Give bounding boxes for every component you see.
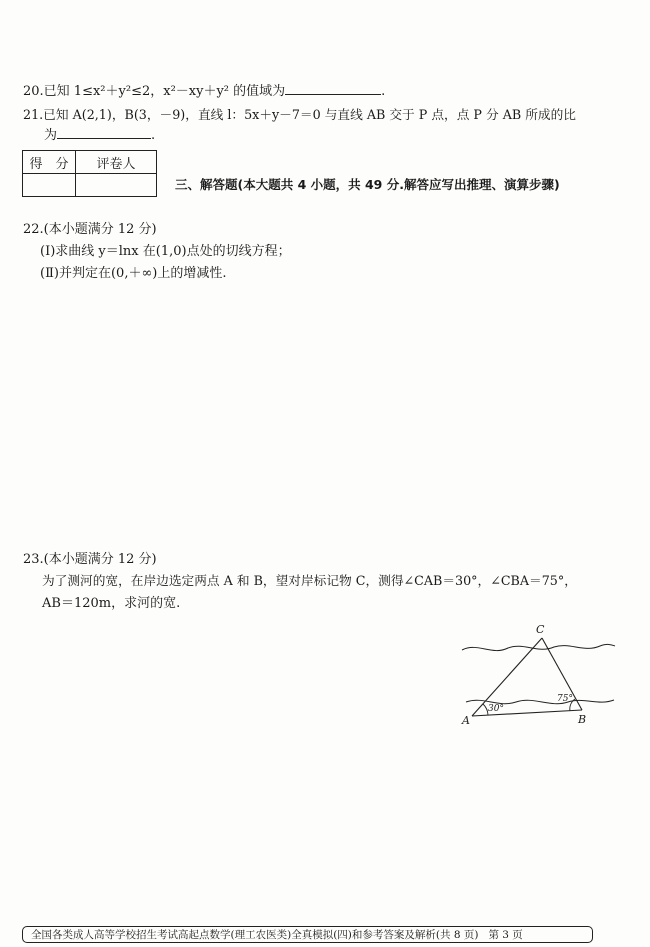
section-heading: 三、解答题(本大题共 4 小题，共 49 分.解答应写出推理、演算步骤)	[175, 177, 560, 192]
question-23-title: 23.(本小题满分 12 分)	[23, 552, 157, 567]
question-20	[23, 80, 385, 99]
answer-blank-20[interactable]	[285, 81, 381, 95]
label-a: A	[462, 714, 470, 727]
question-22-title: 22.(本小题满分 12 分)	[23, 222, 157, 237]
grader-header: 评卷人	[76, 151, 157, 174]
score-cell[interactable]	[23, 174, 76, 197]
page-footer	[22, 926, 593, 943]
label-b: B	[578, 713, 587, 726]
side-ac	[472, 638, 542, 716]
question-20-end: .	[381, 84, 386, 99]
question-21-end: .	[151, 128, 156, 143]
answer-blank-21[interactable]	[57, 125, 151, 139]
question-22-part-2: (Ⅱ)并判定在(0,＋∞)上的增减性.	[40, 266, 227, 281]
far-riverbank	[462, 644, 615, 650]
question-21-prefix: 为	[44, 128, 58, 143]
question-23-line-2: AB＝120m，求河的宽.	[42, 596, 181, 611]
angle-label-a: 30°	[488, 704, 504, 714]
question-22-part-1: (Ⅰ)求曲线 y＝lnx 在(1,0)点处的切线方程；	[40, 244, 291, 259]
score-header: 得 分	[23, 151, 76, 174]
question-21-line-2	[44, 124, 155, 143]
question-20-text: 20.已知 1≤x²＋y²≤2，x²－xy＋y² 的值域为	[23, 84, 286, 99]
label-c: C	[536, 623, 545, 636]
page-number: 第 3 页	[488, 929, 523, 941]
angle-label-b: 75°	[557, 694, 573, 704]
question-21-line-1: 21.已知 A(2,1)，B(3，－9)，直线 l：5x＋y－7＝0 与直线 AB 交于 P 点，点 P 分 AB 所成的比	[23, 107, 576, 122]
score-box	[22, 150, 157, 197]
question-23-line-1: 为了测河的宽，在岸边选定两点 A 和 B，望对岸标记物 C，测得∠CAB＝30°，∠CBA＝75°，	[42, 573, 577, 588]
grader-cell[interactable]	[76, 174, 157, 197]
river-triangle-figure	[458, 620, 618, 730]
footer-text: 全国各类成人高等学校招生考试高起点数学(理工农医类)全真模拟(四)和参考答案及解析(共 8 页)	[31, 929, 479, 941]
